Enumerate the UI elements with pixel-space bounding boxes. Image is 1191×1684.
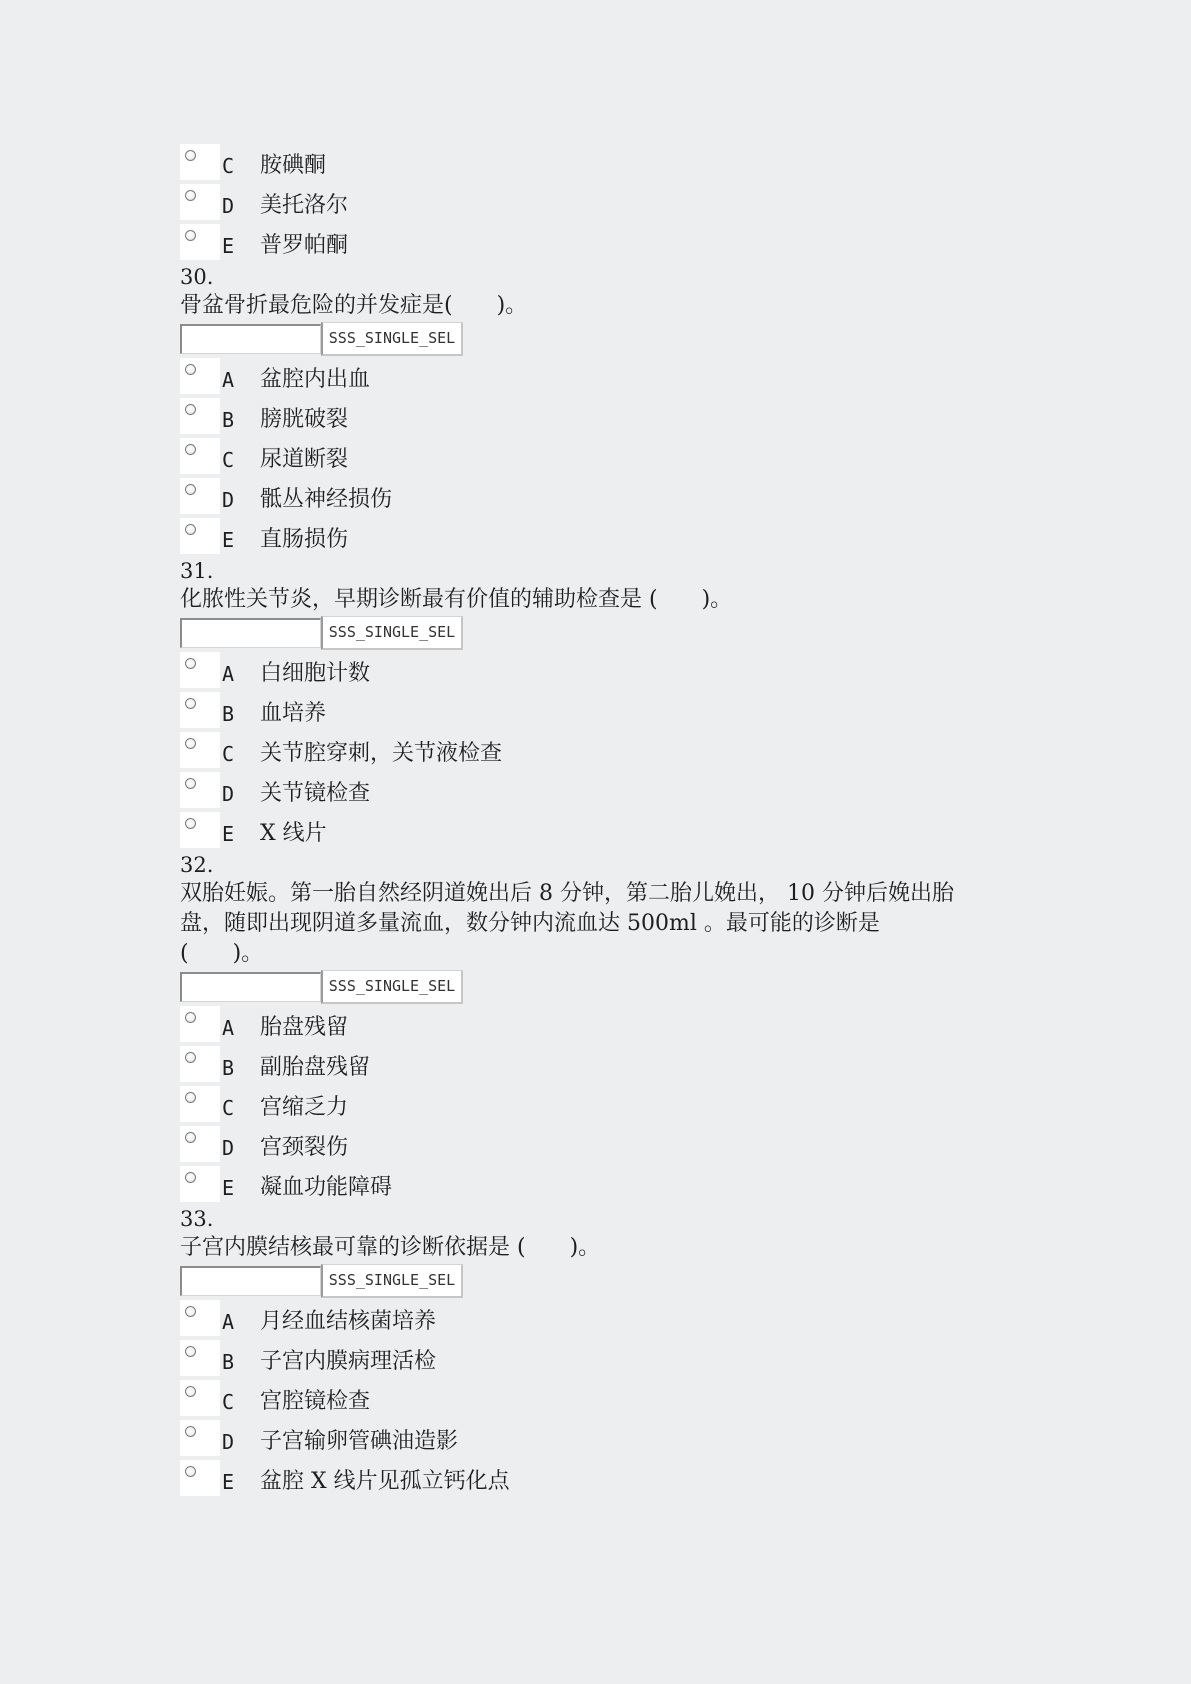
single-select-button[interactable]: SSS_SINGLE_SEL bbox=[321, 322, 463, 356]
option-row[interactable] bbox=[180, 692, 1080, 732]
option-text: 宫颈裂伤 bbox=[260, 1135, 349, 1160]
option-row[interactable] bbox=[180, 398, 1080, 438]
option-text: 宫腔镜检查 bbox=[260, 1389, 371, 1414]
option-letter: C bbox=[222, 1096, 235, 1120]
radio-button[interactable] bbox=[180, 518, 220, 554]
option-text: 关节镜检查 bbox=[260, 781, 371, 806]
single-select-button[interactable]: SSS_SINGLE_SEL bbox=[321, 1264, 463, 1298]
question-text-line: 双胎妊娠。第一胎自然经阴道娩出后 8 分钟，第二胎儿娩出， 10 分钟后娩出胎 bbox=[180, 881, 954, 906]
option-letter: E bbox=[222, 822, 235, 846]
radio-button[interactable] bbox=[180, 1460, 220, 1496]
radio-circle-icon[interactable] bbox=[185, 1466, 196, 1477]
radio-circle-icon[interactable] bbox=[185, 738, 196, 749]
radio-circle-icon[interactable] bbox=[185, 1092, 196, 1103]
option-letter: D bbox=[222, 488, 235, 512]
option-row[interactable] bbox=[180, 1086, 1080, 1126]
option-text: 盆腔内出血 bbox=[260, 367, 371, 392]
radio-circle-icon[interactable] bbox=[185, 1012, 196, 1023]
option-text: 普罗帕酮 bbox=[260, 233, 349, 258]
radio-button[interactable] bbox=[180, 692, 220, 728]
question-33 bbox=[180, 1206, 1080, 1500]
radio-circle-icon[interactable] bbox=[185, 150, 196, 161]
option-text: 宫缩乏力 bbox=[260, 1095, 349, 1120]
option-row[interactable] bbox=[180, 1166, 1080, 1206]
option-row[interactable] bbox=[180, 518, 1080, 558]
option-text: 美托洛尔 bbox=[260, 193, 349, 218]
radio-button[interactable] bbox=[180, 1046, 220, 1082]
option-text: 月经血结核菌培养 bbox=[260, 1309, 437, 1334]
question-text: 骨盆骨折最危险的并发症是( )。 bbox=[180, 293, 528, 318]
radio-button[interactable] bbox=[180, 438, 220, 474]
radio-button[interactable] bbox=[180, 224, 220, 260]
option-text: 子宫输卵管碘油造影 bbox=[260, 1429, 459, 1454]
radio-circle-icon[interactable] bbox=[185, 1306, 196, 1317]
option-text: 骶丛神经损伤 bbox=[260, 487, 393, 512]
radio-circle-icon[interactable] bbox=[185, 818, 196, 829]
option-row[interactable] bbox=[180, 1046, 1080, 1086]
option-text: 白细胞计数 bbox=[260, 661, 371, 686]
option-letter: C bbox=[222, 742, 235, 766]
option-letter: E bbox=[222, 234, 235, 258]
radio-button[interactable] bbox=[180, 1006, 220, 1042]
radio-circle-icon[interactable] bbox=[185, 364, 196, 375]
exam-page bbox=[180, 144, 1080, 1500]
option-row[interactable] bbox=[180, 478, 1080, 518]
question-text: 化脓性关节炎，早期诊断最有价值的辅助检查是 ( )。 bbox=[180, 587, 733, 612]
option-letter: D bbox=[222, 1136, 235, 1160]
option-row[interactable] bbox=[180, 184, 1080, 224]
radio-circle-icon[interactable] bbox=[185, 230, 196, 241]
option-letter: C bbox=[222, 448, 235, 472]
question-32 bbox=[180, 852, 1080, 1206]
radio-button[interactable] bbox=[180, 478, 220, 514]
question-text: 子宫内膜结核最可靠的诊断依据是 ( )。 bbox=[180, 1235, 601, 1260]
question-31 bbox=[180, 558, 1080, 852]
option-letter: A bbox=[222, 1310, 235, 1334]
radio-circle-icon[interactable] bbox=[185, 1386, 196, 1397]
radio-button[interactable] bbox=[180, 398, 220, 434]
option-text: 盆腔 X 线片见孤立钙化点 bbox=[260, 1469, 510, 1494]
answer-row bbox=[180, 616, 1080, 650]
option-letter: C bbox=[222, 1390, 235, 1414]
radio-button[interactable] bbox=[180, 1086, 220, 1122]
question-text-line: ( )。 bbox=[180, 941, 264, 966]
option-row[interactable] bbox=[180, 812, 1080, 852]
option-row[interactable] bbox=[180, 1420, 1080, 1460]
option-text: 子宫内膜病理活检 bbox=[260, 1349, 437, 1374]
option-row[interactable] bbox=[180, 1340, 1080, 1380]
question-number: 30. bbox=[180, 265, 214, 289]
answer-row bbox=[180, 1264, 1080, 1298]
option-letter: A bbox=[222, 368, 235, 392]
radio-button[interactable] bbox=[180, 1300, 220, 1336]
option-text: 尿道断裂 bbox=[260, 447, 349, 472]
option-letter: B bbox=[222, 1056, 235, 1080]
answer-input[interactable] bbox=[180, 972, 321, 1002]
radio-button[interactable] bbox=[180, 1166, 220, 1202]
radio-circle-icon[interactable] bbox=[185, 1346, 196, 1357]
single-select-button[interactable]: SSS_SINGLE_SEL bbox=[321, 616, 463, 650]
radio-circle-icon[interactable] bbox=[185, 404, 196, 415]
option-text: 膀胱破裂 bbox=[260, 407, 349, 432]
radio-circle-icon[interactable] bbox=[185, 1426, 196, 1437]
option-text: 关节腔穿刺，关节液检查 bbox=[260, 741, 503, 766]
previous-question-options bbox=[180, 144, 1080, 264]
radio-button[interactable] bbox=[180, 1380, 220, 1416]
option-text: 凝血功能障碍 bbox=[260, 1175, 393, 1200]
radio-circle-icon[interactable] bbox=[185, 1172, 196, 1183]
radio-circle-icon[interactable] bbox=[185, 524, 196, 535]
option-letter: D bbox=[222, 194, 235, 218]
answer-input[interactable] bbox=[180, 324, 321, 354]
option-row[interactable] bbox=[180, 1380, 1080, 1420]
radio-button[interactable] bbox=[180, 1126, 220, 1162]
option-text: 直肠损伤 bbox=[260, 527, 349, 552]
option-letter: E bbox=[222, 528, 235, 552]
radio-circle-icon[interactable] bbox=[185, 1132, 196, 1143]
option-letter: C bbox=[222, 154, 235, 178]
radio-circle-icon[interactable] bbox=[185, 778, 196, 789]
answer-input[interactable] bbox=[180, 618, 321, 648]
radio-circle-icon[interactable] bbox=[185, 658, 196, 669]
radio-button[interactable] bbox=[180, 184, 220, 220]
option-row[interactable] bbox=[180, 772, 1080, 812]
option-text: 血培养 bbox=[260, 701, 327, 726]
radio-button[interactable] bbox=[180, 144, 220, 180]
option-letter: E bbox=[222, 1176, 235, 1200]
radio-circle-icon[interactable] bbox=[185, 1052, 196, 1063]
option-row[interactable] bbox=[180, 1006, 1080, 1046]
option-letter: A bbox=[222, 662, 235, 686]
radio-button[interactable] bbox=[180, 1340, 220, 1376]
option-letter: B bbox=[222, 702, 235, 726]
option-row[interactable] bbox=[180, 732, 1080, 772]
single-select-button[interactable]: SSS_SINGLE_SEL bbox=[321, 970, 463, 1004]
radio-circle-icon[interactable] bbox=[185, 698, 196, 709]
question-number: 33. bbox=[180, 1207, 214, 1231]
option-letter: D bbox=[222, 782, 235, 806]
answer-row bbox=[180, 970, 1080, 1004]
option-letter: B bbox=[222, 1350, 235, 1374]
question-30 bbox=[180, 264, 1080, 558]
radio-button[interactable] bbox=[180, 812, 220, 848]
option-letter: D bbox=[222, 1430, 235, 1454]
radio-button[interactable] bbox=[180, 358, 220, 394]
radio-button[interactable] bbox=[180, 652, 220, 688]
option-letter: A bbox=[222, 1016, 235, 1040]
option-row[interactable] bbox=[180, 652, 1080, 692]
answer-row bbox=[180, 322, 1080, 356]
radio-circle-icon[interactable] bbox=[185, 484, 196, 495]
option-row[interactable] bbox=[180, 224, 1080, 264]
option-row[interactable] bbox=[180, 438, 1080, 478]
answer-input[interactable] bbox=[180, 1266, 321, 1296]
option-text: 副胎盘残留 bbox=[260, 1055, 371, 1080]
radio-circle-icon[interactable] bbox=[185, 190, 196, 201]
option-text: 胺碘酮 bbox=[260, 153, 327, 178]
option-text: 胎盘残留 bbox=[260, 1015, 349, 1040]
question-number: 32. bbox=[180, 853, 214, 877]
radio-button[interactable] bbox=[180, 1420, 220, 1456]
radio-button[interactable] bbox=[180, 772, 220, 808]
option-row[interactable] bbox=[180, 1126, 1080, 1166]
question-number: 31. bbox=[180, 559, 214, 583]
radio-button[interactable] bbox=[180, 732, 220, 768]
option-row[interactable] bbox=[180, 1460, 1080, 1500]
option-row[interactable] bbox=[180, 144, 1080, 184]
question-text-line: 盘，随即出现阴道多量流血，数分钟内流血达 500ml 。最可能的诊断是 bbox=[180, 911, 880, 936]
option-row[interactable] bbox=[180, 358, 1080, 398]
option-letter: E bbox=[222, 1470, 235, 1494]
option-text: X 线片 bbox=[260, 821, 327, 846]
radio-circle-icon[interactable] bbox=[185, 444, 196, 455]
option-row[interactable] bbox=[180, 1300, 1080, 1340]
option-letter: B bbox=[222, 408, 235, 432]
